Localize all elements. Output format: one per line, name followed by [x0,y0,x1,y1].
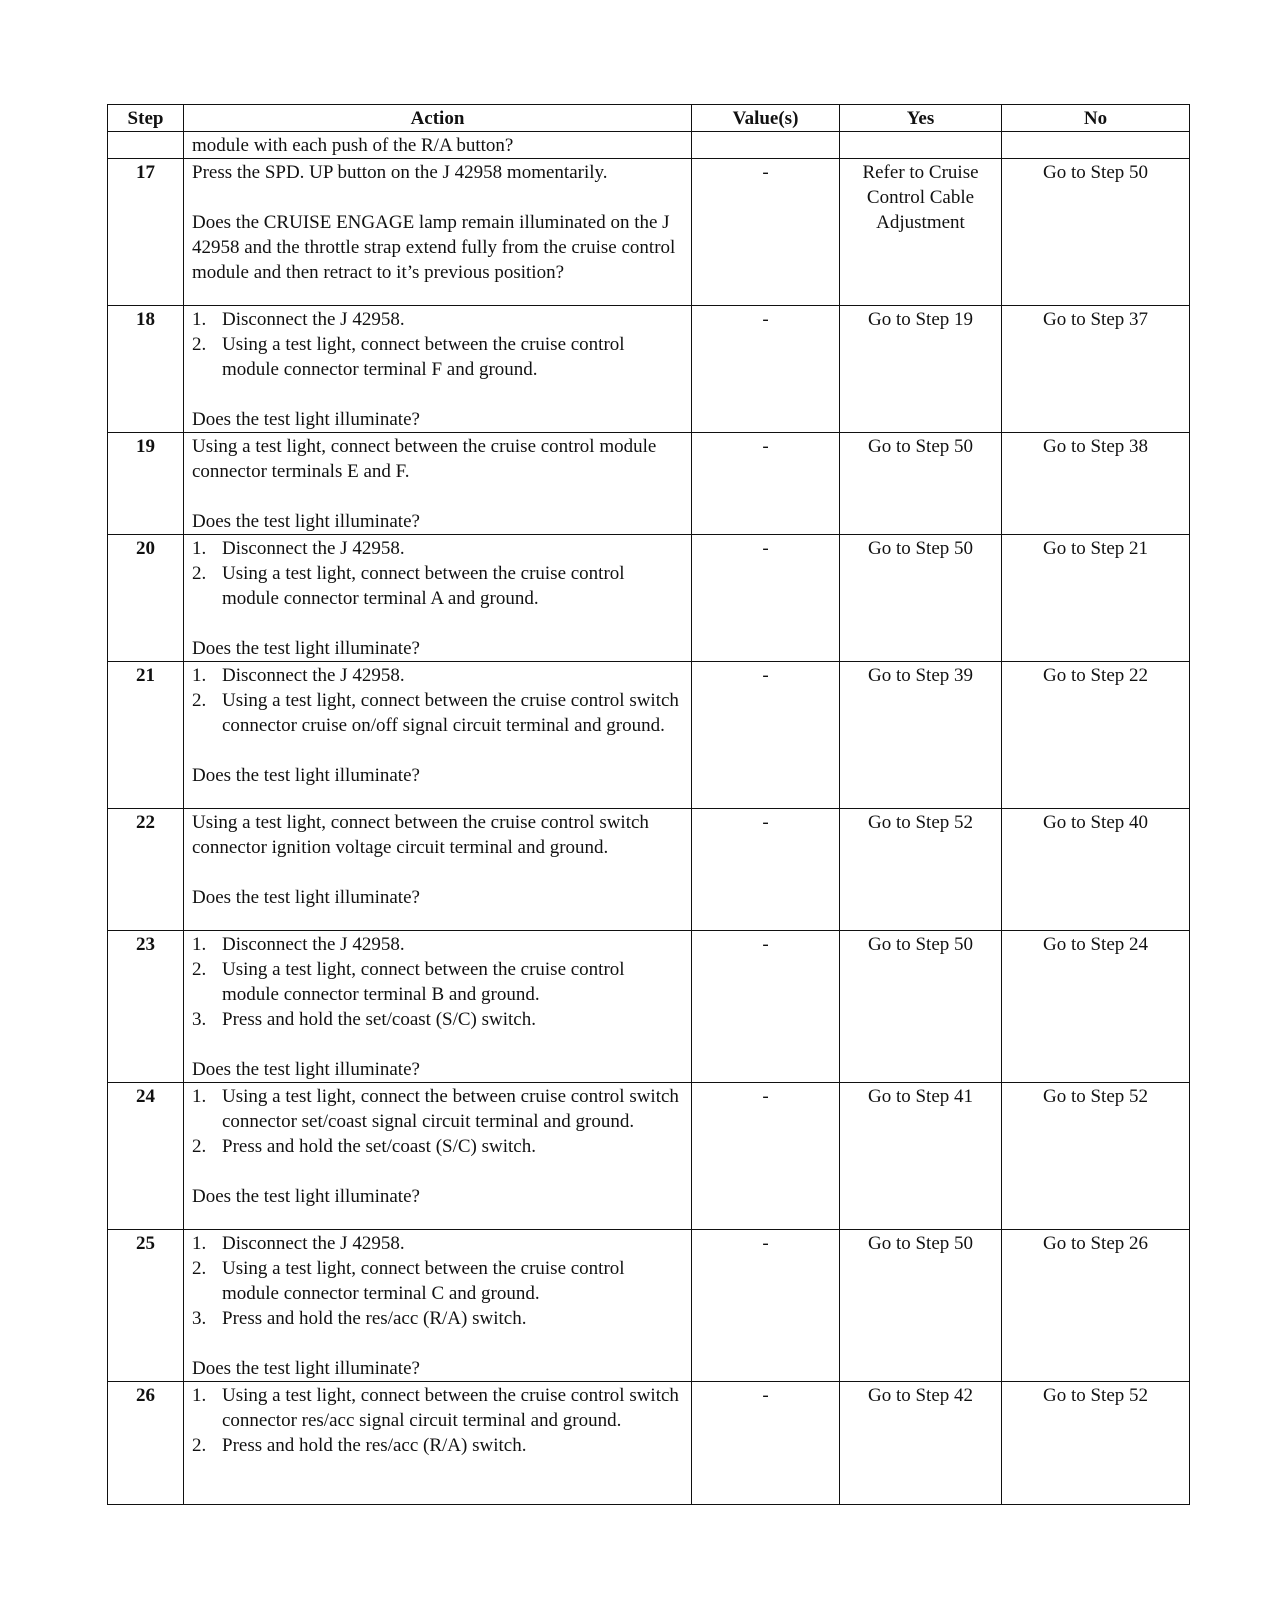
action-cell [184,1382,692,1505]
action-cell [184,159,692,306]
step-row [108,1083,1190,1230]
action-step-text: Using a test light, connect between the cruise control switch connector res/acc signal circuit terminal and ground. [222,1385,679,1431]
action-step-text: Press and hold the set/coast (S/C) switch. [222,1136,536,1157]
action-step-text: Using a test light, connect between the cruise control module connector terminal F and ground. [222,334,625,380]
action-step-text: Using a test light, connect the between cruise control switch connector set/coast signal circuit terminal and ground. [222,1086,679,1132]
step-row [108,809,1190,931]
no-result: Go to Step 24 [1002,931,1190,1083]
yes-result: Go to Step 41 [840,1083,1002,1230]
action-step-number: 2. [192,1258,207,1279]
action-step-number: 2. [192,959,207,980]
action-step-number: 2. [192,1435,207,1456]
action-step-item [192,1256,683,1306]
step-row [108,535,1190,662]
action-steps-list [192,663,683,738]
action-step-item [192,1383,683,1433]
action-step-item [192,1231,683,1256]
action-question: Does the test light illuminate? [192,887,420,908]
value-cell: - [692,662,840,809]
action-steps-list [192,1383,683,1458]
action-step-text: Disconnect the J 42958. [222,665,405,686]
header-yes: Yes [840,105,1002,132]
action-step-item [192,1433,683,1458]
value-cell: - [692,159,840,306]
yes-result: Go to Step 50 [840,535,1002,662]
step-row [108,433,1190,535]
yes-result: Go to Step 50 [840,433,1002,535]
step-number: 25 [108,1230,184,1382]
action-question: Does the CRUISE ENGAGE lamp remain illuminated on the J 42958 and the throttle strap extend fully from the cruise control module and then retract to it’s previous position? [192,212,676,283]
action-step-text: Disconnect the J 42958. [222,934,405,955]
no-result: Go to Step 52 [1002,1083,1190,1230]
action-step-number: 3. [192,1308,207,1329]
action-step-item [192,1084,683,1134]
action-cell [184,662,692,809]
step-number: 21 [108,662,184,809]
action-step-item [192,957,683,1007]
no-result: Go to Step 21 [1002,535,1190,662]
value-cell: - [692,931,840,1083]
continuation-yes [840,132,1002,159]
action-step-text: Press and hold the res/acc (R/A) switch. [222,1435,527,1456]
action-steps-list [192,307,683,382]
value-cell: - [692,535,840,662]
action-question: Does the test light illuminate? [192,1059,420,1080]
header-row [108,105,1190,132]
value-cell: - [692,433,840,535]
action-step-item [192,561,683,611]
action-cell [184,433,692,535]
action-step-number: 2. [192,334,207,355]
action-step-text: Press and hold the set/coast (S/C) switch. [222,1009,536,1030]
no-result: Go to Step 22 [1002,662,1190,809]
action-cell [184,1083,692,1230]
action-step-text: Using a test light, connect between the cruise control module connector terminal A and ground. [222,563,625,609]
action-step-item [192,307,683,332]
step-number: 19 [108,433,184,535]
action-step-item [192,332,683,382]
action-text: Using a test light, connect between the cruise control switch connector ignition voltage circuit terminal and ground. [192,812,649,858]
header-action: Action [184,105,692,132]
action-question: Does the test light illuminate? [192,511,420,532]
value-cell: - [692,306,840,433]
no-result: Go to Step 38 [1002,433,1190,535]
action-text: Using a test light, connect between the cruise control module connector terminals E and F. [192,436,657,482]
header-step: Step [108,105,184,132]
step-number: 24 [108,1083,184,1230]
action-text: Press the SPD. UP button on the J 42958 momentarily. [192,162,608,183]
no-result: Go to Step 40 [1002,809,1190,931]
action-step-item [192,1134,683,1159]
no-result: Go to Step 50 [1002,159,1190,306]
yes-result: Go to Step 50 [840,1230,1002,1382]
action-cell [184,306,692,433]
action-step-text: Press and hold the res/acc (R/A) switch. [222,1308,527,1329]
yes-result: Go to Step 19 [840,306,1002,433]
action-cell [184,535,692,662]
value-cell: - [692,1230,840,1382]
step-row [108,159,1190,306]
action-step-number: 1. [192,1233,207,1254]
step-number: 22 [108,809,184,931]
no-result: Go to Step 37 [1002,306,1190,433]
action-step-text: Disconnect the J 42958. [222,309,405,330]
step-number: 23 [108,931,184,1083]
action-step-number: 1. [192,1385,207,1406]
header-values: Value(s) [692,105,840,132]
action-step-item [192,1306,683,1331]
yes-result: Refer to Cruise Control Cable Adjustment [840,159,1002,306]
continuation-row [108,132,1190,159]
yes-result: Go to Step 50 [840,931,1002,1083]
step-number: 26 [108,1382,184,1505]
action-cell [184,809,692,931]
action-step-item [192,1007,683,1032]
action-step-number: 1. [192,665,207,686]
header-no: No [1002,105,1190,132]
action-steps-list [192,932,683,1032]
action-question: Does the test light illuminate? [192,765,420,786]
procedure-sheet [107,104,1189,1505]
action-steps-list [192,1084,683,1159]
action-steps-list [192,1231,683,1331]
action-step-number: 1. [192,309,207,330]
value-cell: - [692,809,840,931]
diagnostic-table [107,104,1190,1505]
continuation-action: module with each push of the R/A button? [184,132,692,159]
yes-result: Go to Step 39 [840,662,1002,809]
action-step-text: Disconnect the J 42958. [222,1233,405,1254]
continuation-step [108,132,184,159]
action-step-number: 1. [192,538,207,559]
action-step-item [192,536,683,561]
continuation-value [692,132,840,159]
action-step-text: Using a test light, connect between the cruise control module connector terminal B and ground. [222,959,625,1005]
step-number: 20 [108,535,184,662]
step-row [108,662,1190,809]
step-number: 17 [108,159,184,306]
action-step-item [192,663,683,688]
action-step-text: Using a test light, connect between the cruise control switch connector cruise on/off signal circuit terminal and ground. [222,690,679,736]
step-row [108,1230,1190,1382]
action-step-number: 1. [192,934,207,955]
yes-result: Go to Step 52 [840,809,1002,931]
action-steps-list [192,536,683,611]
action-step-item [192,932,683,957]
action-step-number: 2. [192,1136,207,1157]
action-question: Does the test light illuminate? [192,409,420,430]
action-step-text: Disconnect the J 42958. [222,538,405,559]
action-step-number: 1. [192,1086,207,1107]
step-row [108,306,1190,433]
step-row [108,931,1190,1083]
action-step-number: 3. [192,1009,207,1030]
action-step-text: Using a test light, connect between the cruise control module connector terminal C and ground. [222,1258,625,1304]
step-row [108,1382,1190,1505]
action-question: Does the test light illuminate? [192,1186,420,1207]
action-question: Does the test light illuminate? [192,1358,420,1379]
yes-result: Go to Step 42 [840,1382,1002,1505]
action-step-number: 2. [192,690,207,711]
no-result: Go to Step 26 [1002,1230,1190,1382]
value-cell: - [692,1083,840,1230]
action-cell [184,931,692,1083]
step-number: 18 [108,306,184,433]
action-cell [184,1230,692,1382]
continuation-no [1002,132,1190,159]
action-step-item [192,688,683,738]
no-result: Go to Step 52 [1002,1382,1190,1505]
action-step-number: 2. [192,563,207,584]
value-cell: - [692,1382,840,1505]
action-question: Does the test light illuminate? [192,638,420,659]
